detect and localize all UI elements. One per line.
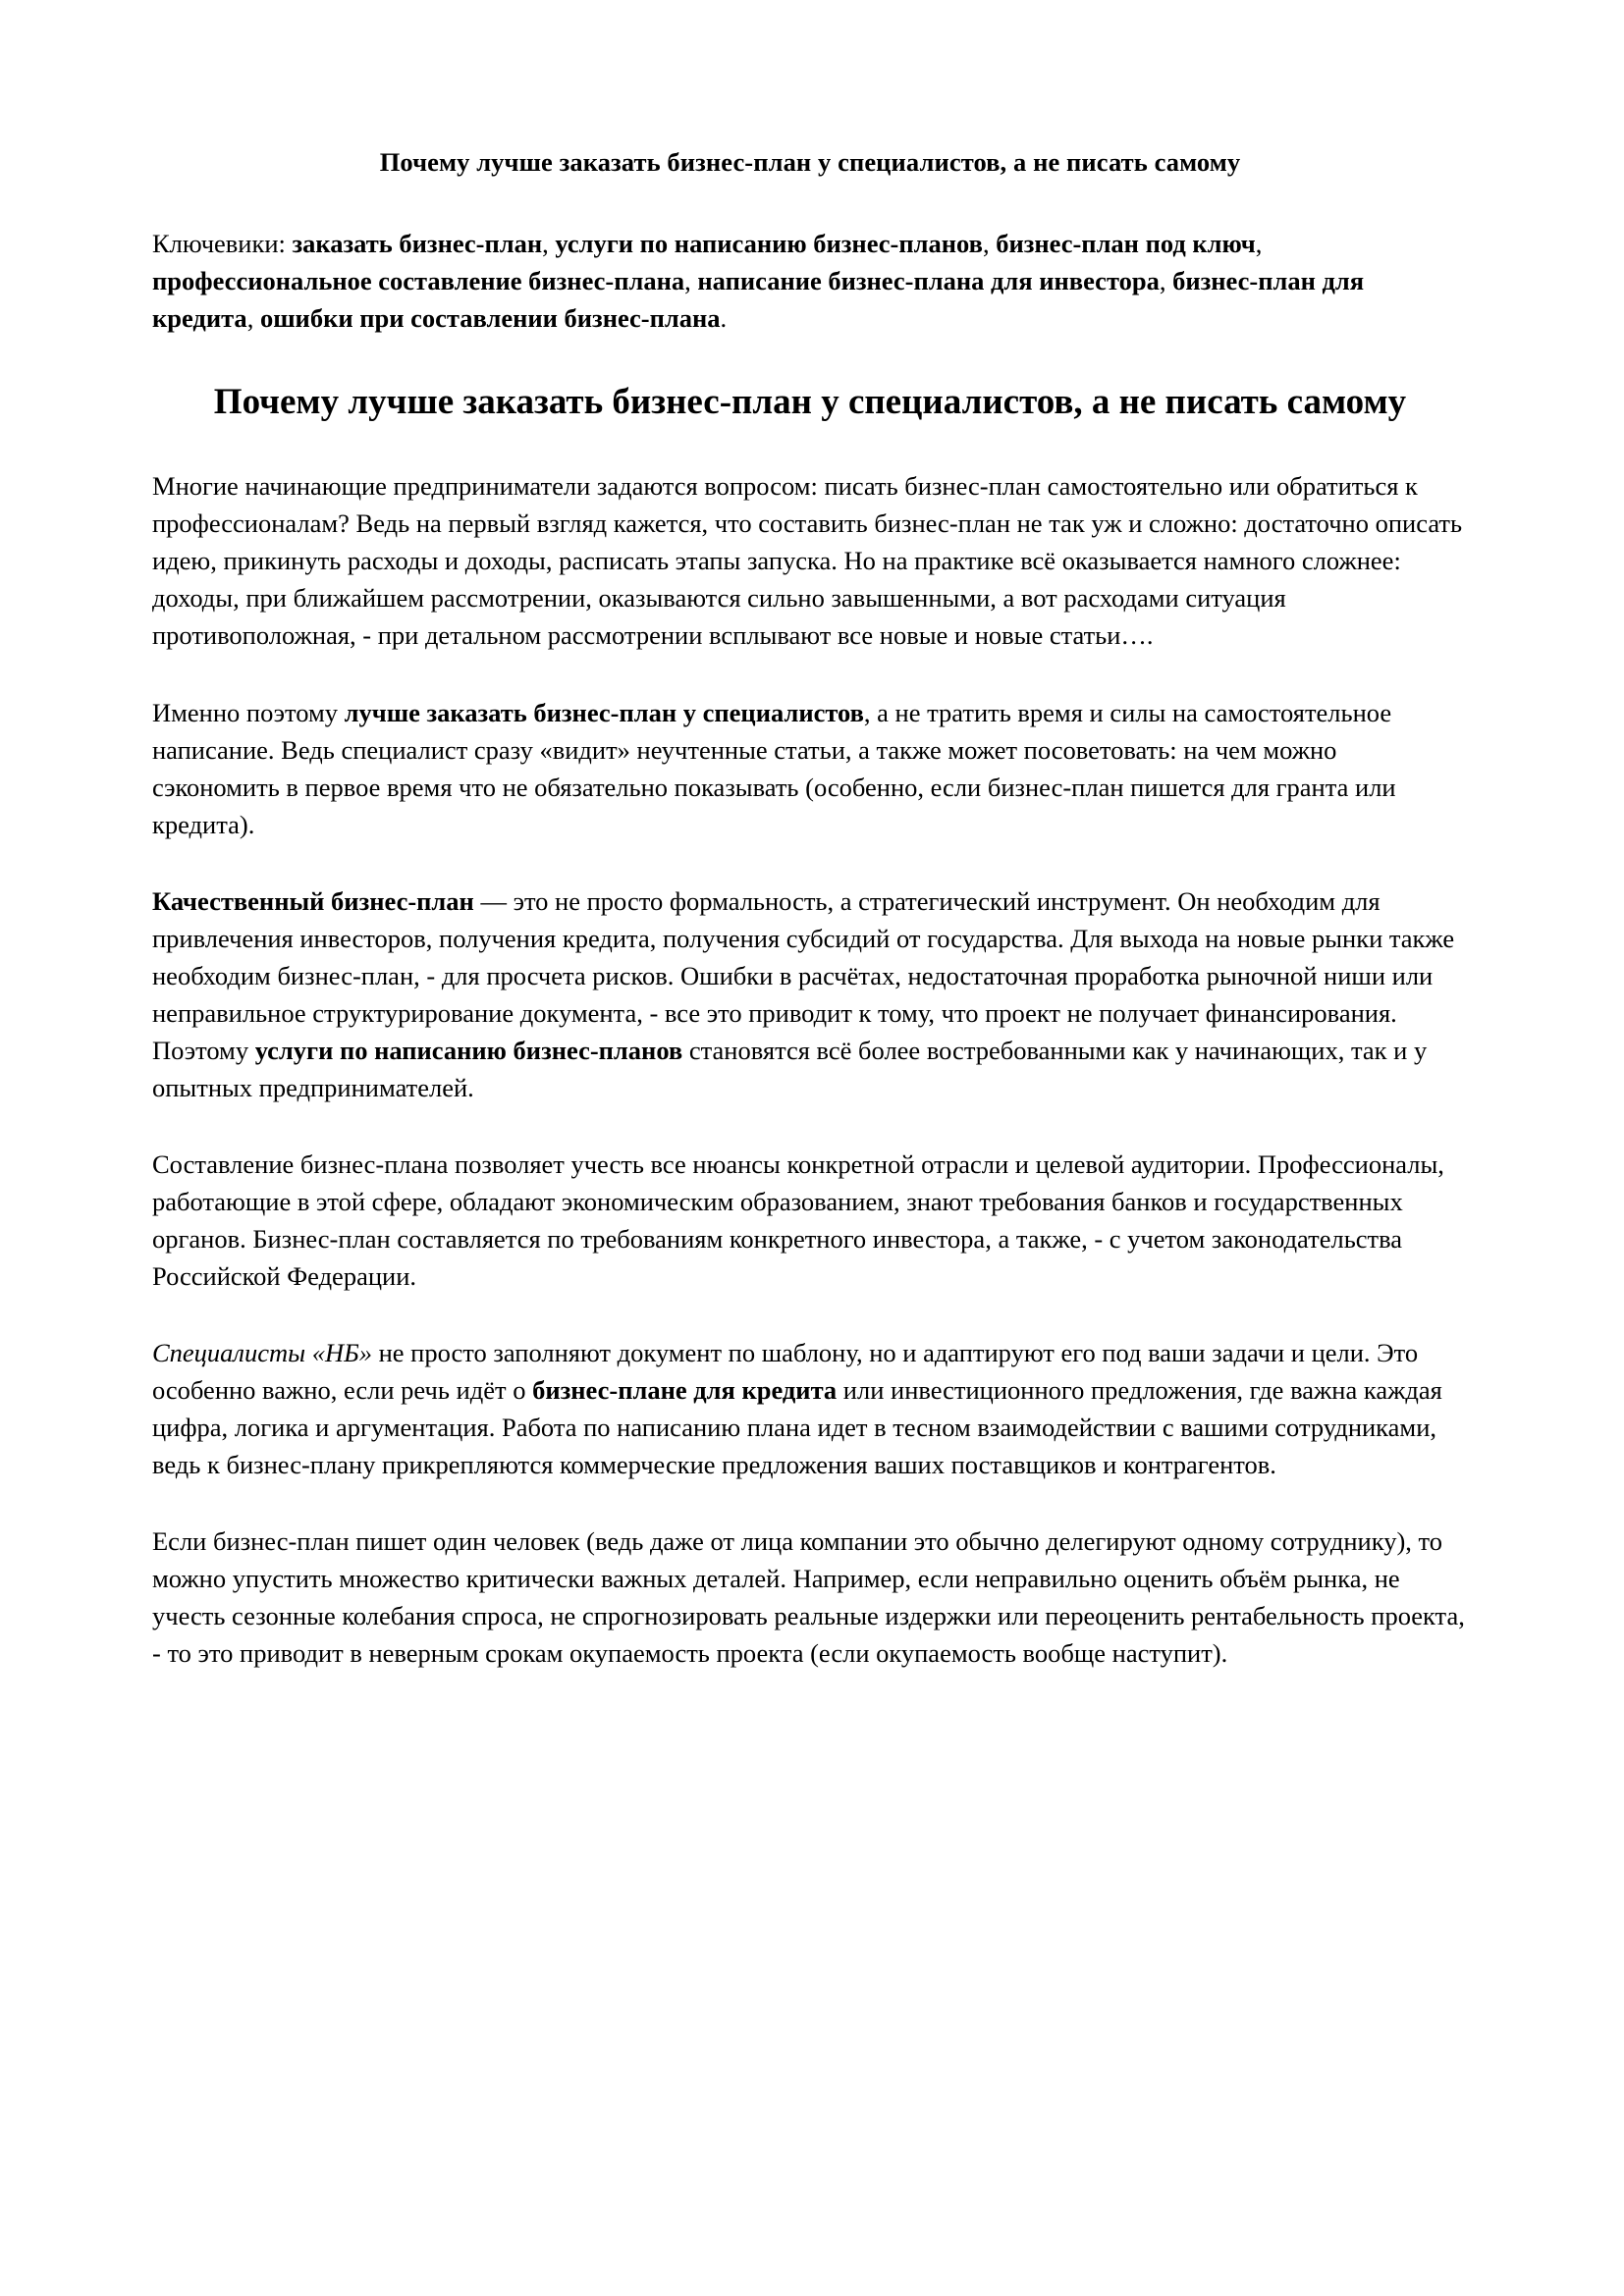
body-paragraph xyxy=(152,1334,1468,1483)
body-paragraph xyxy=(152,694,1468,843)
text-run: Многие начинающие предприниматели задаются вопросом: писать бизнес-план самостоятельно или обратиться к профессионалам? Ведь на первый взгляд кажется, что составить бизнес-план не так уж и сложно: достаточно описать идею, прикинуть расходы и доходы, расписать этапы запуска. Но на практике всё оказывается намного сложнее: доходы, при ближайшем рассмотрении, оказываются сильно завышенными, а вот расходами ситуация противоположная, - при детальном рассмотрении всплывают все новые и новые статьи…. xyxy=(152,471,1463,651)
keyword-term: ошибки при составлении бизнес-плана xyxy=(259,303,721,334)
keyword-separator: , xyxy=(684,266,698,296)
text-run: Именно поэтому xyxy=(152,697,345,727)
keyword-term: услуги по написанию бизнес-планов xyxy=(555,228,983,258)
body-paragraph xyxy=(152,882,1468,1106)
keywords-line xyxy=(152,225,1468,337)
italic-run: Специалисты «НБ» xyxy=(152,1337,372,1367)
body-paragraph xyxy=(152,1146,1468,1295)
text-run: — это не просто формальность, а стратегический инструмент. Он необходим для привлечения инвесторов, получения кредита, получения субсидий от государства. Для выхода на новые рынки также необходим бизнес-план, - для просчета рисков. Ошибки в расчётах, недостаточная проработка рыночной ниши или неправильное структурирование документа, - все это приводит к тому, что проект не получает финансирования. Поэтому xyxy=(152,885,1455,1065)
keyword-separator: , xyxy=(982,228,997,258)
keyword-separator: , xyxy=(1159,266,1173,296)
bold-run: лучше заказать бизнес-план у специалистов xyxy=(344,697,864,727)
article-body xyxy=(152,467,1468,1671)
keyword-separator: , xyxy=(1255,228,1263,258)
text-run: Составление бизнес-плана позволяет учесть все нюансы конкретной отрасли и целевой аудитории. Профессионалы, работающие в этой сфере, обладают экономическим образованием, знают требования банков и государственных органов. Бизнес-план составляется по требованиям конкретного инвестора, а также, - с учетом законодательства Российской Федерации. xyxy=(152,1148,1444,1291)
body-paragraph xyxy=(152,1522,1468,1672)
keywords-terms-container xyxy=(152,229,1364,333)
keyword-separator: , xyxy=(542,228,556,258)
text-run: , а не тратить время и силы на самостоятельное написание. Ведь специалист сразу «видит» неучтенные статьи, а также может посоветовать: на чем можно сэкономить в первое время что не обязательно показывать (особенно, если бизнес-план пишется для гранта или кредита). xyxy=(152,697,1396,839)
keywords-terminator: . xyxy=(720,303,728,334)
text-run: или инвестиционного предложения, где важна каждая цифра, логика и аргументация. Работа по написанию плана идет в тесном взаимодействии с вашими сотрудниками, ведь к бизнес-плану прикрепляются коммерческие предложения ваших поставщиков и контрагентов. xyxy=(152,1374,1442,1479)
keyword-term: написание бизнес-плана для инвестора xyxy=(697,266,1160,296)
article-heading: Почему лучше заказать бизнес-план у специалистов, а не писать самому xyxy=(213,382,1407,423)
keyword-term: профессиональное составление бизнес-плана xyxy=(152,266,685,296)
document-top-title: Почему лучше заказать бизнес-план у специалистов, а не писать самому xyxy=(379,147,1241,177)
body-paragraph xyxy=(152,467,1468,654)
keyword-separator: , xyxy=(246,303,260,334)
text-run: Если бизнес-план пишет один человек (ведь даже от лица компании это обычно делегируют одному сотруднику), то можно упустить множество критически важных деталей. Например, если неправильно оценить объём рынка, не учесть сезонные колебания спроса, не спрогнозировать реальные издержки или переоценить рентабельность проекта, - то это приводит в неверным срокам окупаемость проекта (если окупаемость вообще наступит). xyxy=(152,1525,1465,1668)
keyword-term: бизнес-план под ключ xyxy=(996,228,1256,258)
keyword-term: бизнес-план для кредита xyxy=(152,266,1365,334)
keyword-term: заказать бизнес-план xyxy=(292,228,543,258)
text-run: становятся всё более востребованными как у начинающих, так и у опытных предпринимателей. xyxy=(152,1035,1428,1102)
bold-run: Качественный бизнес-план xyxy=(152,885,474,916)
bold-run: бизнес-плане для кредита xyxy=(532,1374,838,1405)
bold-run: услуги по написанию бизнес-планов xyxy=(254,1035,683,1065)
text-run: не просто заполняют документ по шаблону, но и адаптируют его под ваши задачи и цели. Это особенно важно, если речь идёт о xyxy=(152,1337,1419,1405)
keywords-label: Ключевики: xyxy=(152,228,293,258)
